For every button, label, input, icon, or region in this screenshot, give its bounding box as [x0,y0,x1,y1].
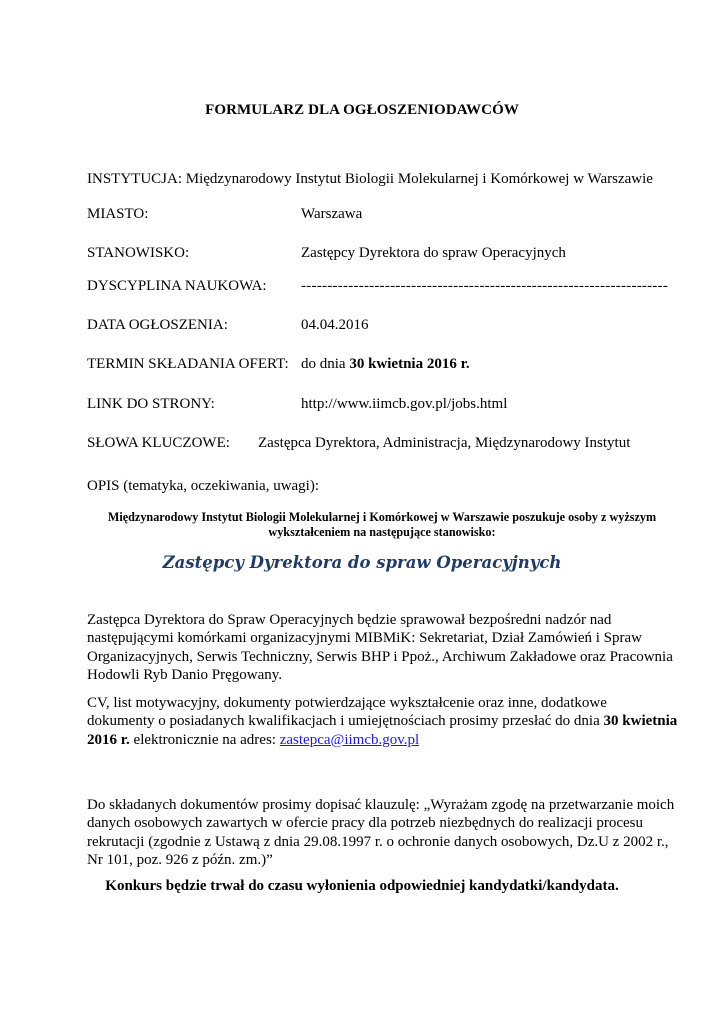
consent-line: rekrutacji (zgodnie z Ustawą z dnia 29.08.1997 r. o ochronie danych osobowych, Dz.U z 2002 r., [87,833,669,850]
application-text: dokumenty o posiadanych kwalifikacjach i umiejętnościach prosimy przesłać do dnia [87,713,604,730]
application-line [87,712,678,730]
duties-line: Hodowli Ryb Danio Pręgowany. [87,666,283,683]
discipline-label: DYSCYPLINA NAUKOWA: [87,278,267,294]
consent-line: Nr 101, poz. 926 z późn. zm.)” [87,851,273,868]
position-value: Zastępcy Dyrektora do spraw Operacyjnych [301,245,566,261]
closing-statement: Konkurs będzie trwał do czasu wyłonienia odpowiedniej kandydatki/kandydata. [105,878,619,894]
keywords-value: Zastępca Dyrektora, Administracja, Międzynarodowy Instytut [258,435,631,451]
consent-line: Do składanych dokumentów prosimy dopisać klauzulę: „Wyrażam zgodę na przetwarzanie moich [87,797,675,813]
consent-line: danych osobowych zawartych w ofercie pracy dla potrzeb niezbędnych do realizacji procesu [87,815,643,832]
institution-row [87,170,653,188]
city-value: Warszawa [301,206,363,222]
link-label: LINK DO STRONY: [87,396,215,412]
deadline-prefix: do dnia [301,356,350,372]
duties-line: Zastępca Dyrektora do Spraw Operacyjnych będzie sprawował bezpośredni nadzór nad [87,612,612,628]
application-deadline-part2: 2016 r. [87,731,130,748]
deadline-label: TERMIN SKŁADANIA OFERT: [87,356,289,372]
discipline-value: ---------------------------------------------------------------------- [301,278,669,294]
application-deadline-part1: 30 kwietnia [603,713,678,730]
duties-line: Organizacyjnych, Serwis Techniczny, Serwis BHP i Ppoż., Archiwum Zakładowe oraz Pracownia [87,648,673,665]
application-text: elektronicznie na adres: [129,731,280,748]
institution-value: Międzynarodowy Instytut Biologii Molekularnej i Komórkowej w Warszawie [185,171,653,187]
form-title: FORMULARZ DLA OGŁOSZENIODAWCÓW [205,102,519,118]
duties-line: następującymi komórkami organizacyjnymi MIBMiK: Sekretariat, Dział Zamówień i Spraw [87,630,642,647]
intro-text: Międzynarodowy Instytut Biologii Molekularnej i Komórkowej w Warszawie poszukuje osoby z wyższym wykształceniem na następujące stanowisko: [107,510,657,539]
city-label: MIASTO: [87,206,149,222]
position-label: STANOWISKO: [87,245,190,261]
description-label: OPIS (tematyka, oczekiwania, uwagi): [87,478,320,494]
date-value: 04.04.2016 [301,317,369,333]
deadline-value [301,355,470,373]
consent-paragraph [87,796,675,869]
deadline-date: 30 kwietnia 2016 r. [349,356,470,372]
position-heading: Zastępcy Dyrektora do spraw Operacyjnych [162,553,562,572]
duties-paragraph [87,611,673,684]
institution-label: INSTYTUCJA: [87,171,183,187]
email-link[interactable]: zastepca@iimcb.gov.pl [279,731,420,748]
date-label: DATA OGŁOSZENIA: [87,317,228,333]
application-line: CV, list motywacyjny, dokumenty potwierdzające wykształcenie oraz inne, dodatkowe [87,695,607,711]
application-paragraph [87,694,678,749]
application-line [87,731,667,749]
keywords-label: SŁOWA KLUCZOWE: [87,435,230,451]
link-value[interactable]: http://www.iimcb.gov.pl/jobs.html [301,396,508,412]
